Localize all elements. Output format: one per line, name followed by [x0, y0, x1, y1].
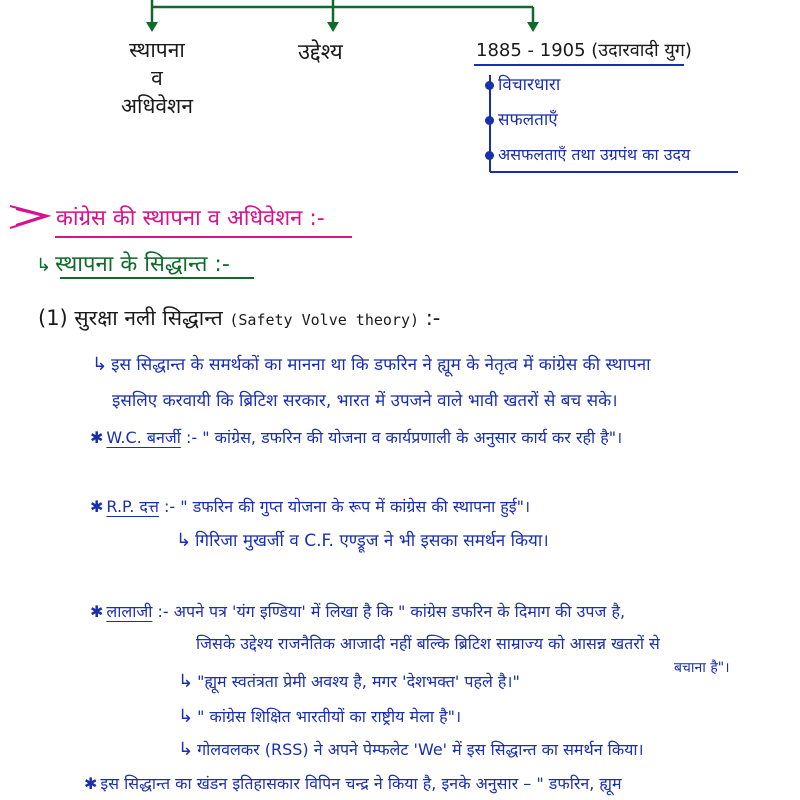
tree-item-label: सफलताएँ [498, 110, 558, 130]
last-line-text: इस सिद्धान्त का खंडन इतिहासकार विपिन चन्द्र ने किया है, इनके अनुसार – " डफरिन, ह्यूम [100, 774, 622, 793]
star-icon: ✱ [90, 602, 104, 621]
section-suffix: :- [425, 306, 441, 330]
quote-wc-banerjee [90, 426, 622, 448]
curved-arrow-icon: ↳ [176, 530, 192, 551]
tree-node-objective: उद्देश्य [298, 40, 343, 65]
quote-line: जिसके उद्देश्य राजनैतिक आजादी नहीं बल्कि ब्रिटिश साम्राज्य को आसन्न खतरों से [196, 634, 660, 653]
tree-node-line: स्थापना [129, 38, 185, 62]
quote-author: W.C. बनर्जी [106, 428, 181, 447]
star-icon: ✱ [84, 774, 98, 793]
section-english: (Safety Volve theory) [229, 311, 420, 329]
bullet-dot-icon [485, 116, 494, 125]
curved-arrow-icon: ↳ [178, 706, 194, 727]
paragraph-line: इसलिए करवायी कि ब्रिटिश सरकार, भारत में उपजने वाले भावी खतरों से बच सके। [112, 391, 618, 411]
heading-main: कांग्रेस की स्थापना व अधिवेशन :- [56, 206, 325, 231]
tree-item-label: असफलताएँ तथा उग्रपंथ का उदय [498, 145, 691, 164]
point-item [178, 738, 644, 760]
bullet-dot-icon [485, 151, 494, 160]
quote-text: :- " डफरिन की गुप्त योजना के रूप में कांग्रेस की स्थापना हुई"। [164, 497, 531, 516]
quote-line: बचाना है"। [674, 660, 730, 676]
bullet-dot-icon [485, 81, 494, 90]
tree-item [485, 107, 558, 130]
paragraph-line [92, 352, 651, 375]
point-item [178, 670, 520, 692]
tree-item [485, 72, 560, 95]
tree-item [485, 143, 690, 165]
quote-text: :- अपने पत्र 'यंग इण्डिया' में लिखा है कि " कांग्रेस डफरिन के दिमाग की उपज है, [157, 602, 626, 621]
heading-sub-label: स्थापना के सिद्धान्त :- [55, 252, 230, 277]
section-label: (1) सुरक्षा नली सिद्धान्त [38, 306, 223, 330]
heading-sub [36, 248, 230, 278]
tree-node-establishment [112, 36, 202, 120]
quote-author: R.P. दत्त [106, 497, 159, 516]
quote-lalaji [90, 600, 625, 622]
tree-item-label: विचारधारा [498, 75, 561, 95]
quote-sub-text: गिरिजा मुखर्जी व C.F. एण्ड्रूज ने भी इसका समर्थन किया। [195, 531, 549, 551]
quote-text: :- " कांग्रेस, डफरिन की योजना व कार्यप्रणाली के अनुसार कार्य कर रही है"। [185, 428, 623, 447]
tree-node-line: अधिवेशन [120, 94, 193, 118]
tree-node-liberal-era: 1885 - 1905 (उदारवादी युग) [476, 40, 692, 61]
curved-arrow-icon: ↳ [178, 739, 194, 760]
quote-rp-dutt [90, 495, 530, 517]
tree-node-line: व [151, 66, 163, 90]
curved-arrow-icon: ↳ [36, 255, 52, 276]
point-item [178, 705, 461, 727]
curved-arrow-icon: ↳ [92, 354, 108, 375]
point-text: गोलवलकर (RSS) ने अपने पेम्फलेट 'We' में इस सिद्धान्त का समर्थन किया। [197, 740, 644, 759]
section-title [38, 304, 440, 332]
point-text: " कांग्रेस शिक्षित भारतीयों का राष्ट्रीय मेला है"। [197, 707, 462, 726]
paragraph-text: इस सिद्धान्त के समर्थकों का मानना था कि डफरिन ने ह्यूम के नेतृत्व में कांग्रेस की स्थापना [111, 355, 651, 375]
point-text: "ह्यूम स्वतंत्रता प्रेमी अवश्य है, मगर 'देशभक्त' पहले है।" [197, 672, 520, 691]
star-icon: ✱ [90, 497, 104, 516]
star-icon: ✱ [90, 428, 104, 447]
curved-arrow-icon: ↳ [178, 671, 194, 692]
quote-author: लालाजी [106, 602, 153, 621]
quote-sub-line [176, 528, 549, 551]
last-line [84, 772, 622, 794]
